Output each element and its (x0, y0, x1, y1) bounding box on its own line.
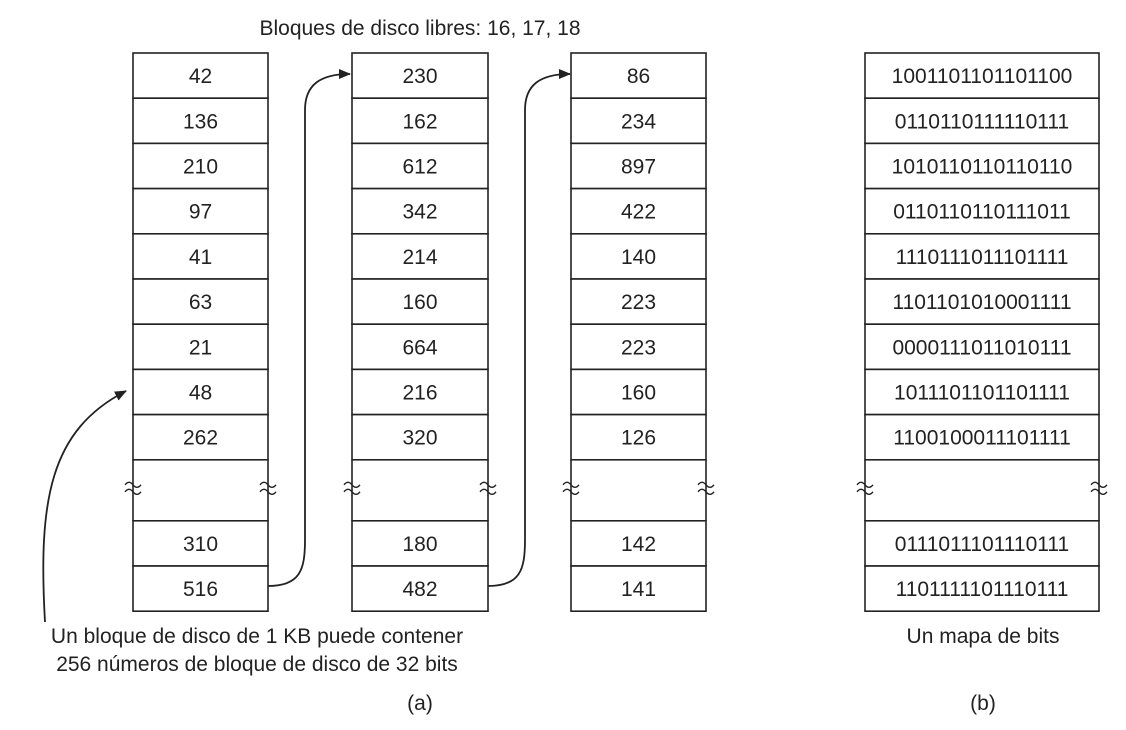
cell-value: 897 (620, 155, 657, 179)
link-arrow-block2-to-block3 (488, 74, 570, 586)
bitmap-cell (865, 521, 1099, 566)
block2-cell (352, 279, 488, 324)
block1-cell (133, 234, 268, 279)
cell-value: 97 (188, 200, 213, 224)
label-b: (b) (970, 692, 996, 715)
cell-value: 612 (402, 155, 438, 179)
cell-value: 180 (402, 532, 438, 556)
block2-cell (352, 415, 488, 460)
cell-value: 342 (402, 200, 438, 224)
block3-cell (571, 279, 706, 324)
bitmap-cell (865, 566, 1099, 611)
block3-cell (571, 53, 706, 98)
columns (125, 53, 1107, 611)
block2-cell (352, 189, 488, 234)
caption-a-line1: Un bloque de disco de 1 KB puede contener (50, 625, 464, 648)
cell-value: 422 (620, 200, 657, 224)
block3-cell (571, 234, 706, 279)
cell-value: 223 (620, 336, 657, 360)
cell-value: 142 (620, 532, 657, 556)
link-arrow-block1-to-block2 (268, 74, 350, 586)
block1-cell (133, 566, 268, 611)
block1-cell (133, 521, 268, 566)
block2-cell (352, 98, 488, 143)
bitmap-cell (865, 415, 1099, 460)
block3-cell (571, 324, 706, 369)
block3-cell (571, 98, 706, 143)
cell-value: 140 (620, 245, 657, 269)
cell-value: 136 (182, 110, 219, 134)
block2-cell (352, 566, 488, 611)
block2-cell (352, 369, 488, 414)
caption-a-line2: 256 números de bloque de disco de 32 bits (56, 653, 458, 676)
block3-cell (571, 189, 706, 234)
cell-value: 216 (402, 381, 438, 405)
block2-cell (352, 324, 488, 369)
cell-value: 41 (188, 245, 213, 269)
block2-cell (352, 53, 488, 98)
cell-value: 1011101101101111 (894, 381, 1070, 405)
cell-value: 0110110110111011 (893, 200, 1071, 224)
bitmap-cell (865, 189, 1099, 234)
cell-value: 86 (626, 65, 651, 89)
block1-cell (133, 324, 268, 369)
cell-value: 162 (402, 110, 438, 134)
block1-cell (133, 369, 268, 414)
block1-cell (133, 53, 268, 98)
cell-value: 234 (620, 110, 657, 134)
cell-value: 230 (402, 65, 438, 89)
bitmap-cell (865, 234, 1099, 279)
block3-cell (571, 369, 706, 414)
block1-cell (133, 98, 268, 143)
cell-value: 141 (620, 578, 657, 602)
label-a: (a) (407, 692, 433, 715)
cell-value: 160 (402, 291, 438, 315)
cell-value: 160 (620, 381, 657, 405)
cell-value: 214 (402, 245, 438, 269)
cell-value: 516 (182, 578, 219, 602)
block3-cell (571, 415, 706, 460)
cell-value: 664 (402, 336, 438, 360)
block2-cell (352, 143, 488, 188)
block3-cell (571, 143, 706, 188)
block1-cell (133, 143, 268, 188)
block3-cell (571, 566, 706, 611)
diagram-title: Bloques de disco libres: 16, 17, 18 (259, 17, 581, 40)
cell-value: 262 (182, 426, 219, 450)
bitmap-cell (865, 369, 1099, 414)
cell-value: 63 (188, 291, 213, 315)
cell-value: 1100100011101111 (893, 426, 1071, 450)
cell-value: 126 (620, 426, 657, 450)
cell-value: 223 (620, 291, 657, 315)
caption-pointer-arrow (43, 391, 126, 622)
block1-cell (133, 279, 268, 324)
cell-value: 1101111101110111 (895, 578, 1069, 602)
cell-value: 0111011101110111 (894, 532, 1070, 556)
block3-cell (571, 521, 706, 566)
block2-cell (352, 234, 488, 279)
cell-value: 320 (402, 426, 438, 450)
cell-value: 1001101101101100 (891, 65, 1073, 89)
cell-value: 1110111011101111 (895, 245, 1069, 269)
cell-value: 48 (188, 381, 213, 405)
bitmap-cell (865, 98, 1099, 143)
cell-value: 42 (188, 65, 213, 89)
cell-value: 210 (182, 155, 219, 179)
cell-value: 0000111011010111 (892, 336, 1072, 360)
cell-value: 310 (182, 532, 219, 556)
bitmap-cell (865, 53, 1099, 98)
cell-value: 1010110110110110 (891, 155, 1073, 179)
bitmap-cell (865, 143, 1099, 188)
cell-value: 1101101010001111 (892, 291, 1072, 315)
block1-cell (133, 415, 268, 460)
block1-cell (133, 189, 268, 234)
cell-value: 482 (402, 578, 438, 602)
cell-value: 0110110111110111 (894, 110, 1070, 134)
cell-value: 21 (188, 336, 213, 360)
block2-cell (352, 521, 488, 566)
bitmap-cell (865, 279, 1099, 324)
caption-b: Un mapa de bits (906, 625, 1060, 648)
bitmap-cell (865, 324, 1099, 369)
